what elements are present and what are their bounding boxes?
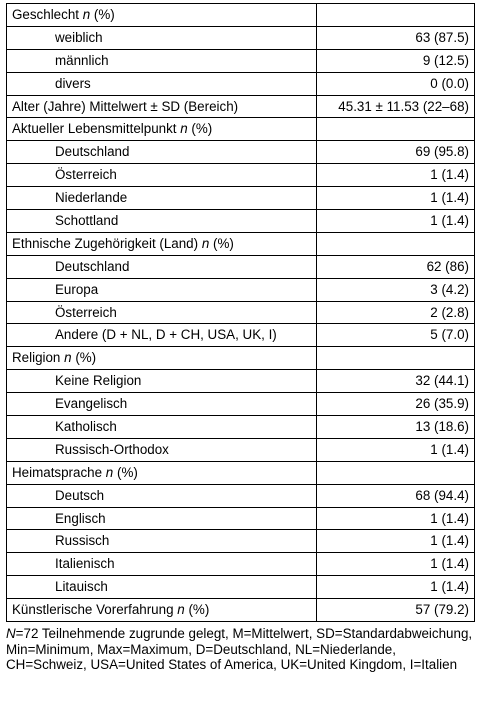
row-label-cell (7, 553, 317, 576)
row-label-cell (7, 461, 317, 484)
row-label: Russisch (55, 533, 110, 549)
row-label-cell (7, 95, 317, 118)
row-label-cell (7, 4, 317, 27)
row-label-cell (7, 72, 317, 95)
row-value-cell (317, 416, 475, 439)
row-label-cell (7, 141, 317, 164)
row-value: 3 (4.2) (430, 281, 469, 297)
row-value-cell (317, 438, 475, 461)
row-value: 1 (1.4) (430, 579, 469, 595)
table-row (7, 576, 475, 599)
row-value: 68 (94.4) (415, 487, 469, 503)
table-row (7, 461, 475, 484)
row-value: 1 (1.4) (430, 441, 469, 457)
table-row (7, 278, 475, 301)
row-label: männlich (55, 52, 109, 68)
row-label: Heimatsprache (12, 464, 103, 480)
row-label-cell (7, 599, 317, 622)
row-value-cell (317, 4, 475, 27)
row-label: Litauisch (55, 579, 108, 595)
row-unit: (%) (191, 121, 213, 137)
table-row (7, 141, 475, 164)
row-unit: (%) (75, 350, 97, 366)
row-label-cell (7, 164, 317, 187)
row-label-cell (7, 393, 317, 416)
row-value: 9 (12.5) (422, 52, 469, 68)
row-label-cell (7, 484, 317, 507)
n-symbol: n (201, 235, 210, 251)
table-row (7, 4, 475, 27)
row-label: Alter (Jahre) Mittelwert ± SD (Bereich) (12, 98, 239, 114)
row-value-cell (317, 553, 475, 576)
row-label-cell (7, 278, 317, 301)
table-row (7, 438, 475, 461)
row-value-cell (317, 393, 475, 416)
demographics-table (6, 3, 475, 622)
row-value: 32 (44.1) (415, 373, 469, 389)
row-label-cell (7, 187, 317, 210)
row-value-cell (317, 95, 475, 118)
row-label: Andere (D + NL, D + CH, USA, UK, I) (55, 327, 277, 343)
row-value-cell (317, 484, 475, 507)
row-label: Künstlerische Vorerfahrung (12, 602, 174, 618)
row-value-cell (317, 49, 475, 72)
row-unit: (%) (213, 235, 234, 251)
row-label: Österreich (55, 167, 117, 183)
table-row (7, 232, 475, 255)
row-label: Deutschland (55, 144, 130, 160)
table-row (7, 553, 475, 576)
table-row (7, 416, 475, 439)
table-row (7, 484, 475, 507)
row-label: Katholisch (55, 418, 117, 434)
row-value: 1 (1.4) (430, 556, 469, 572)
table-row (7, 26, 475, 49)
row-label-cell (7, 26, 317, 49)
table-row (7, 507, 475, 530)
table-row (7, 530, 475, 553)
row-label-cell (7, 507, 317, 530)
row-value-cell (317, 232, 475, 255)
row-label: Deutschland (55, 258, 130, 274)
table-row (7, 393, 475, 416)
row-value-cell (317, 141, 475, 164)
row-value-cell (317, 301, 475, 324)
row-value: 45.31 ± 11.53 (22–68) (338, 98, 469, 114)
row-value: 1 (1.4) (430, 167, 469, 183)
row-label: Russisch-Orthodox (55, 441, 169, 457)
row-label: Religion (12, 350, 61, 366)
row-value: 5 (7.0) (430, 327, 469, 343)
table-body (7, 4, 475, 622)
table-row (7, 347, 475, 370)
row-label-cell (7, 118, 317, 141)
table-row (7, 72, 475, 95)
row-label: Geschlecht (12, 6, 79, 22)
n-symbol: n (180, 121, 188, 137)
n-symbol: n (177, 602, 185, 618)
n-symbol: n (105, 464, 114, 480)
row-label-cell (7, 210, 317, 233)
table-row (7, 49, 475, 72)
n-symbol: n (82, 6, 91, 22)
row-value-cell (317, 210, 475, 233)
row-value-cell (317, 507, 475, 530)
row-label: divers (55, 75, 91, 91)
row-value-cell (317, 576, 475, 599)
row-unit: (%) (188, 602, 210, 618)
row-value: 62 (86) (426, 258, 469, 274)
row-unit: (%) (93, 6, 115, 22)
row-value: 26 (35.9) (415, 396, 469, 412)
row-value: 1 (1.4) (430, 190, 469, 206)
row-value-cell (317, 530, 475, 553)
table-row (7, 95, 475, 118)
row-value-cell (317, 324, 475, 347)
row-value: 2 (2.8) (430, 304, 469, 320)
row-value-cell (317, 278, 475, 301)
row-value: 63 (87.5) (415, 29, 469, 45)
row-value-cell (317, 26, 475, 49)
row-value: 57 (79.2) (415, 602, 469, 618)
demographics-table-container (6, 3, 474, 622)
row-value: 1 (1.4) (430, 510, 469, 526)
row-value-cell (317, 118, 475, 141)
row-label: Aktueller Lebensmittelpunkt (12, 121, 177, 137)
row-label-cell (7, 255, 317, 278)
row-value-cell (317, 599, 475, 622)
row-value-cell (317, 461, 475, 484)
row-label: Italienisch (55, 556, 115, 572)
row-label: weiblich (55, 29, 103, 45)
table-row (7, 118, 475, 141)
row-label: Niederlande (55, 190, 128, 206)
table-row (7, 301, 475, 324)
table-row (7, 324, 475, 347)
row-value-cell (317, 164, 475, 187)
table-footnote (6, 626, 474, 673)
row-value-cell (317, 370, 475, 393)
row-label: Ethnische Zugehörigkeit (Land) (12, 235, 199, 251)
row-value-cell (317, 347, 475, 370)
row-label: Österreich (55, 304, 117, 320)
row-label: Englisch (55, 510, 106, 526)
row-label: Europa (55, 281, 99, 297)
n-symbol: n (64, 350, 72, 366)
row-value-cell (317, 187, 475, 210)
row-value: 69 (95.8) (415, 144, 469, 160)
table-row (7, 370, 475, 393)
footnote-text: =72 Teilnehmende zugrunde gelegt, M=Mittelwert, SD=Standardabweichung, Min=Minimum, Max=Maximum, D=Deutschland, NL=Niederlande, CH=Schweiz, USA=United States of America, UK=United Kingdom, I=Italien (6, 626, 473, 672)
row-label: Evangelisch (55, 396, 128, 412)
row-label: Deutsch (55, 487, 105, 503)
row-label-cell (7, 370, 317, 393)
row-label-cell (7, 301, 317, 324)
table-row (7, 255, 475, 278)
row-unit: (%) (116, 464, 138, 480)
row-label: Keine Religion (55, 373, 142, 389)
table-row (7, 210, 475, 233)
row-label-cell (7, 49, 317, 72)
table-row (7, 187, 475, 210)
row-label-cell (7, 347, 317, 370)
row-label-cell (7, 416, 317, 439)
row-value: 0 (0.0) (430, 75, 469, 91)
row-label-cell (7, 438, 317, 461)
row-label-cell (7, 576, 317, 599)
row-label-cell (7, 232, 317, 255)
row-label: Schottland (55, 212, 119, 228)
row-value-cell (317, 255, 475, 278)
row-label-cell (7, 324, 317, 347)
row-value: 1 (1.4) (430, 212, 469, 228)
row-value-cell (317, 72, 475, 95)
footnote-n-symbol: N (6, 626, 16, 641)
table-row (7, 599, 475, 622)
table-row (7, 164, 475, 187)
row-value: 1 (1.4) (430, 533, 469, 549)
row-label-cell (7, 530, 317, 553)
row-value: 13 (18.6) (415, 418, 469, 434)
